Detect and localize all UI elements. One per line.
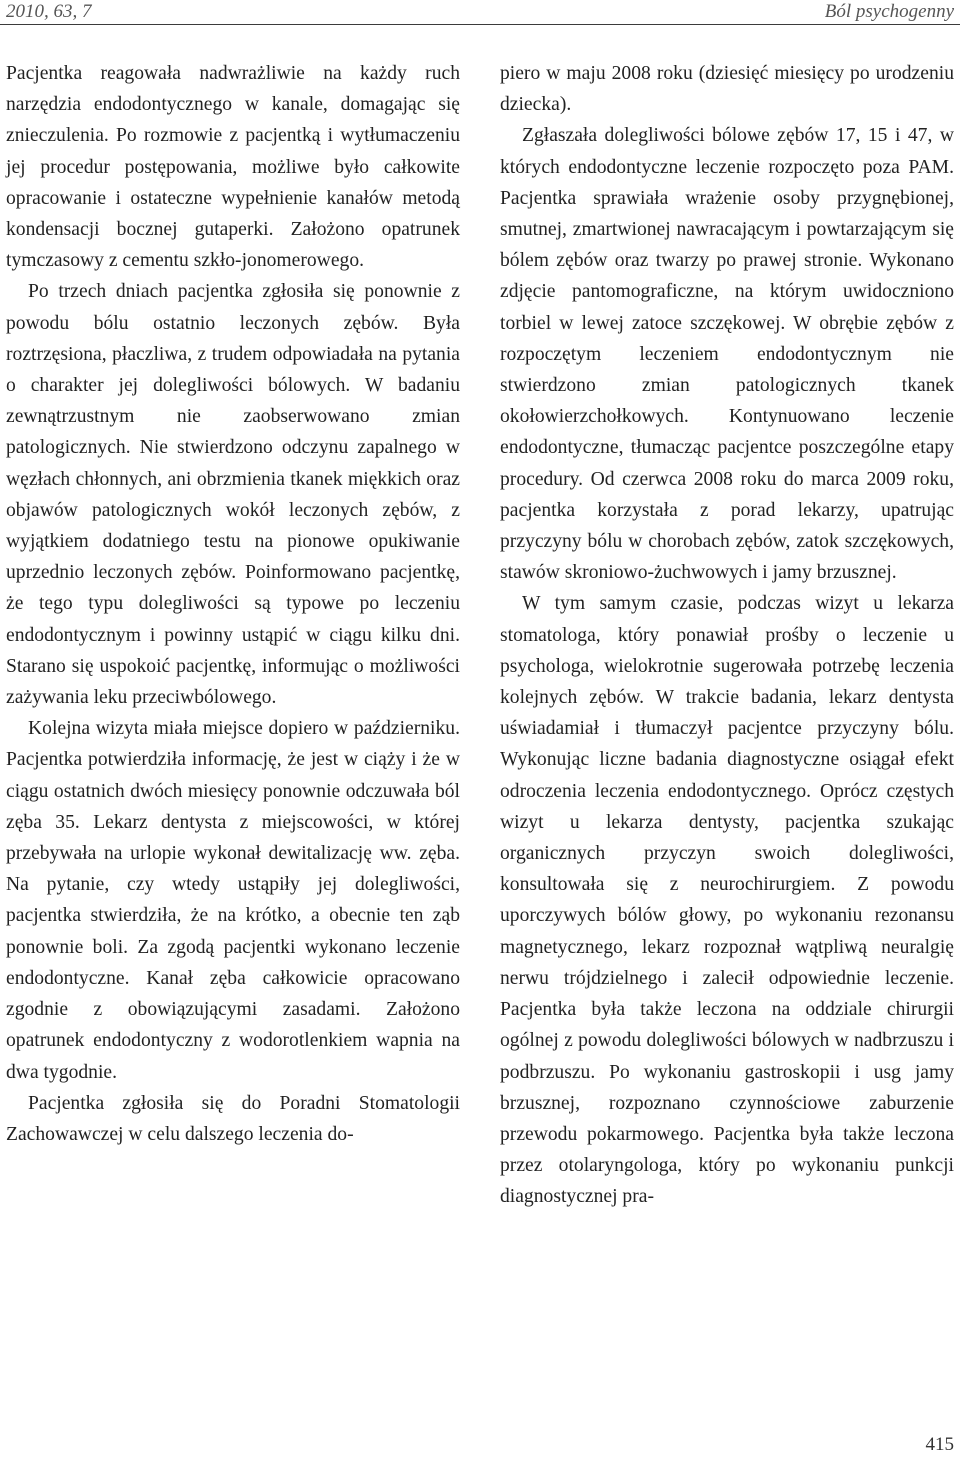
paragraph: W tym samym czasie, podczas wizyt u lekarza stomatologa, który ponawiał prośby o leczenie u psychologa, wielokrotnie sugerowała potrzebę leczenia kolejnych zębów. W trakcie badania, lekarz dentysta uświadamiał i tłumaczył pacjentce przyczyny bólu. Wykonując liczne badania diagnostyczne osiągał efekt odroczenia leczenia endodontycznego. Oprócz częstych wizyt u lekarza dentysty, pacjentka szukając organicznych przyczyn swoich dolegliwości, konsultowała się z neurochirurgiem. Z powodu uporczywych bólów głowy, po wykonaniu rezonansu magnetycznego, lekarz rozpoznał wątpliwą neuralgię nerwu trójdzielnego i zalecił odpowiednie leczenie. Pacjentka była także leczona na oddziale chirurgii ogólnej z powodu dolegliwości bólowych w nadbrzuszu i podbrzuszu. Po wykonaniu gastroskopii i usg jamy brzusznej, rozpoznano czynnościowe zaburzenie przewodu pokarmowego. Pacjentka była także leczona przez otolaryngologa, który po wykonaniu punkcji diagnostycznej pra- [500, 593, 954, 1208]
paragraph: Zgłaszała dolegliwości bólowe zębów 17, 15 i 47, w których endodontyczne leczenie rozpoczęto poza PAM. Pacjentka sprawiała wrażenie osoby przygnębionej, smutnej, zmartwionej nawracającym i powtarzającym się bólem zębów oraz twarzy po prawej stronie. Wykonano zdjęcie pantomograficzne, na którym uwidoczniono torbiel w lewej zatoce szczękowej. W obrębie zębów z rozpoczętym leczeniem endodontycznym nie stwierdzono zmian patologicznych tkanek okołowierzchołkowych. Kontynuowano leczenie endodontyczne, tłumacząc pacjentce poszczególne etapy procedury. Od czerwca 2008 roku do marca 2009 roku, pacjentka korzystała z porad lekarzy, upatrując przyczyny bólu w chorobach zębów, zatok szczękowych, stawów skroniowo-żuchwowych i jamy brzusznej. [500, 125, 954, 584]
paragraph: Pacjentka reagowała nadwrażliwie na każdy ruch narzędzia endodontycznego w kanale, domagając się znieczulenia. Po rozmowie z pacjentką i wytłumaczeniu jej procedur postępowania, możliwe było całkowite opracowanie i ostateczne wypełnienie kanałów metodą kondensacji bocznej gutaperki. Założono opatrunek tymczasowy z cementu szkło-jonomerowego. [6, 63, 460, 272]
right-column [500, 58, 954, 1213]
running-header [0, 0, 960, 25]
section-title: Ból psychogenny [824, 1, 954, 22]
paragraph: piero w maju 2008 roku (dziesięć miesięcy po urodzeniu dziecka). [500, 63, 954, 116]
paragraph: Pacjentka zgłosiła się do Poradni Stomatologii Zachowawczej w celu dalszego leczenia do- [6, 1092, 460, 1145]
paragraph: Po trzech dniach pacjentka zgłosiła się ponownie z powodu bólu ostatnio leczonych zębów. Była roztrzęsiona, płaczliwa, z trudem odpowiadała na pytania o charakter jej dolegliwości bólowych. W badaniu zewnątrzustnym nie zaobserwowano zmian patologicznych. Nie stwierdzono odczynu zapalnego w węzłach chłonnych, ani obrzmienia tkanek miękkich oraz objawów patologicznych wokół leczonych zębów, z wyjątkiem dodatniego testu na pionowe opukiwanie uprzednio leczonych zębów. Poinformowano pacjentkę, że tego typu dolegliwości są typowe po leczeniu endodontycznym i powinny ustąpić w ciągu kilku dni. Starano się uspokoić pacjentkę, informując o możliwości zażywania leku przeciwbólowego. [6, 281, 460, 709]
journal-citation: 2010, 63, 7 [6, 1, 92, 22]
page-number: 415 [925, 1434, 954, 1455]
paragraph: Kolejna wizyta miała miejsce dopiero w październiku. Pacjentka potwierdziła informację, że jest w ciąży i że w ciągu ostatnich dwóch miesięcy ponownie odczuwała ból zęba 35. Lekarz dentysta z miejscowości, w której przebywała na urlopie wykonał dewitalizację ww. zęba. Na pytanie, czy wtedy ustąpiły jej dolegliwości, pacjentka stwierdziła, że na krótko, a obecnie ten ząb ponownie boli. Za zgodą pacjentki wykonano leczenie endodontyczne. Kanał zęba całkowicie opracowano zgodnie z obowiązującymi zasadami. Założono opatrunek endodontyczny z wodorotlenkiem wapnia na dwa tygodnie. [6, 718, 460, 1083]
left-column [6, 58, 460, 1150]
